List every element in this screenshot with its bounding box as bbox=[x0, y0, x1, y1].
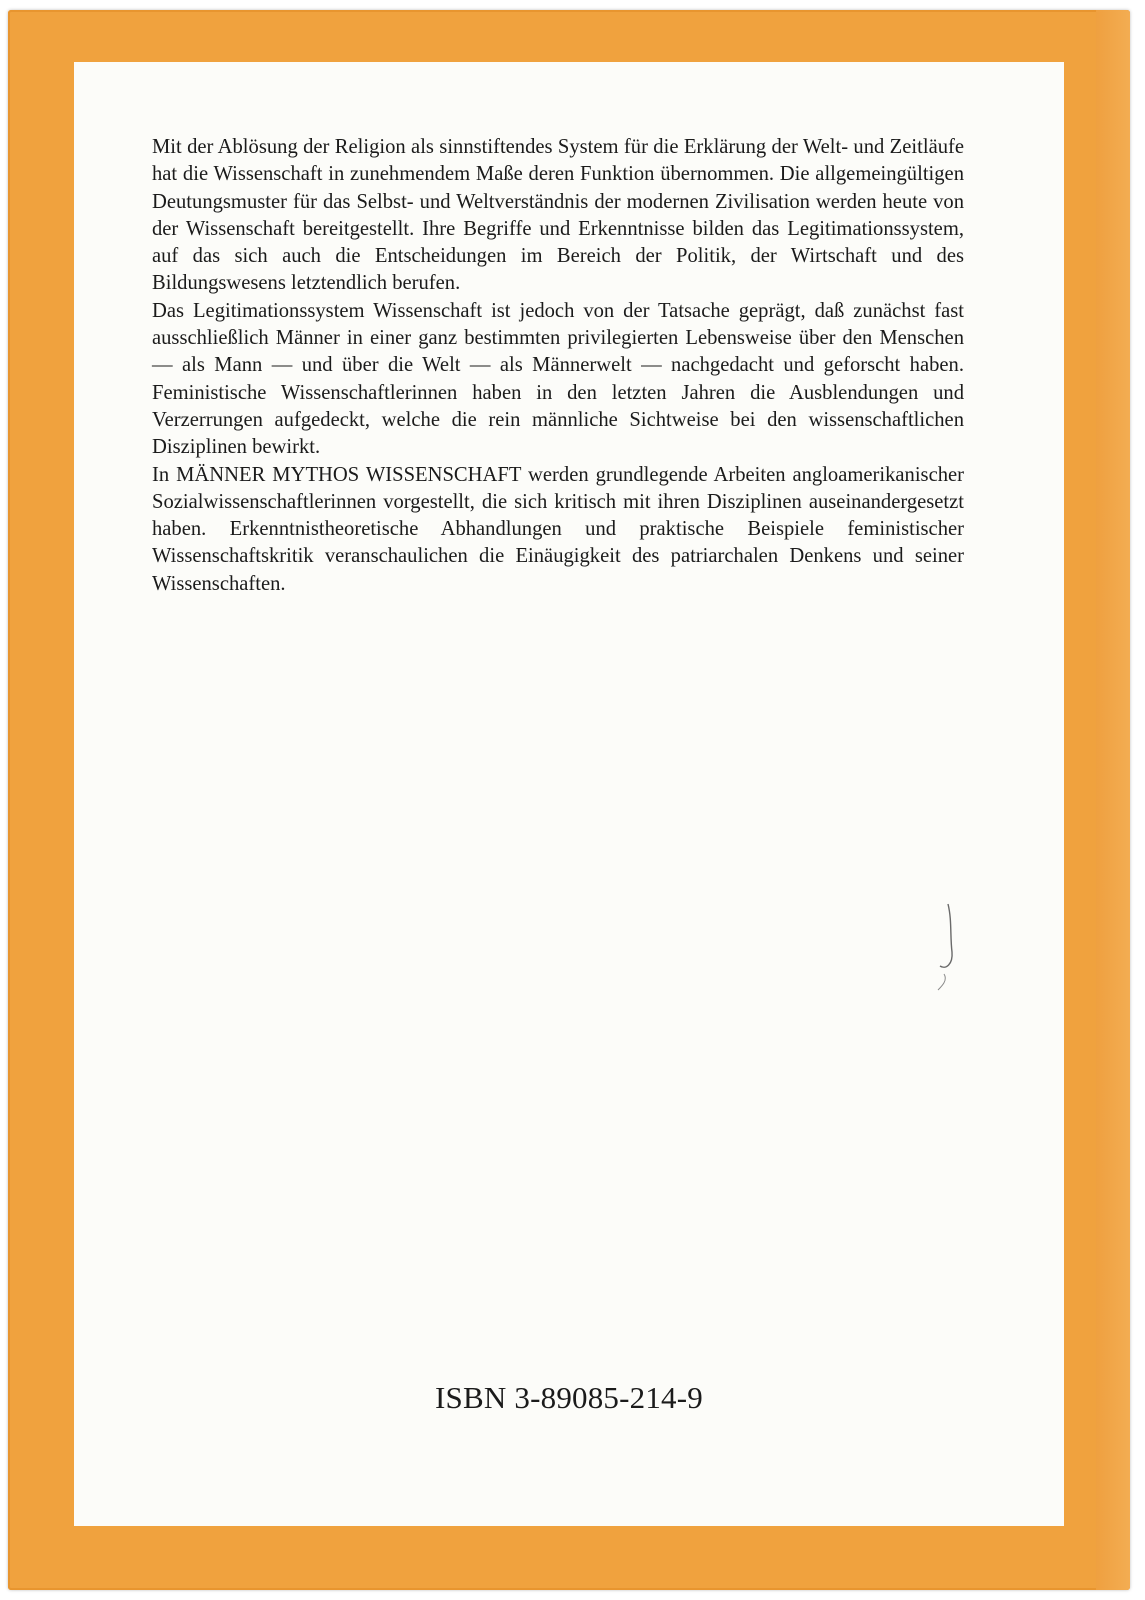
pencil-mark bbox=[936, 900, 976, 1000]
text-panel bbox=[74, 62, 1064, 1526]
cover-blurb bbox=[152, 134, 964, 598]
blurb-paragraph-1: Mit der Ablösung der Religion als sinnstiftendes System für die Erklärung der Welt- und Zeitläufe hat die Wissenschaft in zunehmendem Maße deren Funktion übernommen. Die allgemeingültigen Deutungsmuster für das Selbst- und Weltverständnis der modernen Zivilisation werden heute von der Wissenschaft bereitgestellt. Ihre Begriffe und Erkenntnisse bilden das Legitimationssystem, auf das sich auch die Entscheidungen im Bereich der Politik, der Wirtschaft und des Bildungswesens letztendlich berufen. bbox=[152, 136, 964, 295]
isbn-number: ISBN 3-89085-214-9 bbox=[435, 1380, 703, 1415]
cover-spine-edge bbox=[1096, 10, 1130, 1590]
book-back-cover bbox=[8, 10, 1130, 1590]
blurb-paragraph-2: Das Legitimationssystem Wissenschaft ist jedoch von der Tatsache geprägt, daß zunächst fast ausschließlich Männer in einer ganz bestimmten privilegierten Lebensweise über den Menschen — als Mann — und über die Welt — als Männerwelt — nachgedacht und geforscht haben. Feministische Wissenschaftlerinnen haben in den letzten Jahren die Ausblendungen und Verzerrungen aufgedeckt, welche die rein männliche Sichtweise bei den wissenschaftlichen Disziplinen bewirkt. bbox=[152, 299, 964, 459]
blurb-paragraph-3: In MÄNNER MYTHOS WISSENSCHAFT werden grundlegende Arbeiten angloamerikanischer Sozialwissenschaftlerinnen vorgestellt, die sich kritisch mit ihren Disziplinen auseinandergesetzt haben. Erkenntnistheoretische Abhandlungen und praktische Beispiele feministischer Wissenschaftskritik veranschaulichen die Einäugigkeit des patriarchalen Denkens und seiner Wissenschaften. bbox=[152, 463, 964, 595]
